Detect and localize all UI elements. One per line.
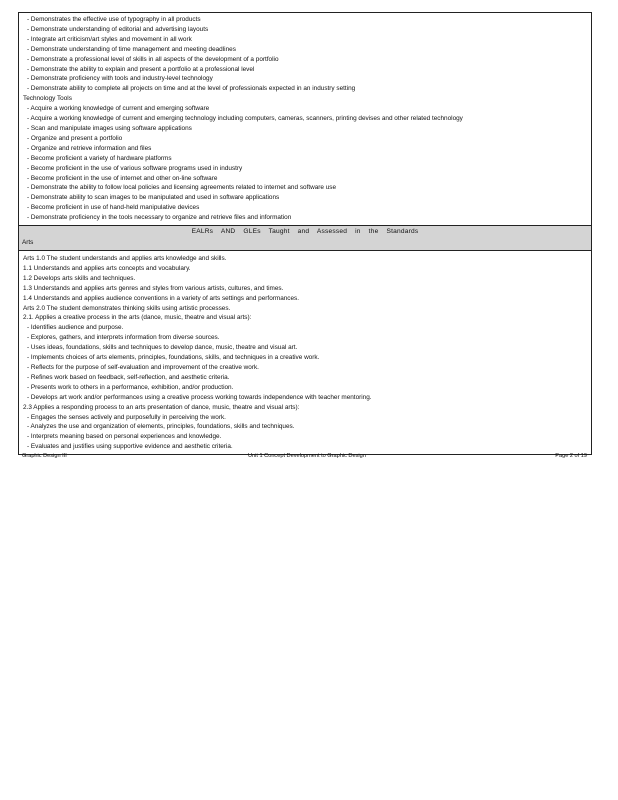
list-item: - Demonstrate ability to complete all projects on time and at the level of professionals expected in an industry setting: [27, 85, 356, 93]
list-item: - Evaluates and justifies using supportive evidence and aesthetic criteria.: [27, 443, 233, 451]
section-header-subtitle: Arts: [22, 239, 34, 247]
section-header-title: EALRs AND GLEs Taught and Assessed in the Standards: [191, 228, 419, 236]
list-item: - Refines work based on feedback, self-reflection, and aesthetic criteria.: [27, 373, 230, 381]
list-heading: 2.3 Applies a responding process to an arts presentation of dance, music, theatre and visual arts):: [23, 403, 300, 411]
list-item: - Reflects for the purpose of self-evaluation and improvement of the creative work.: [27, 364, 259, 371]
page-footer: [22, 453, 587, 463]
footer-page-number: Page 2 of 19: [555, 453, 587, 459]
list-item: - Organize and retrieve information and files: [27, 144, 152, 152]
list-heading: 1.2 Develops arts skills and techniques.: [23, 274, 136, 282]
list-item: - Acquire a working knowledge of current and emerging technology including computers, cameras, scanners, printing devises and other related technology: [27, 115, 463, 123]
list-item: - Demonstrate a professional level of skills in all aspects of the development of a portfolio: [27, 55, 279, 63]
list-item: - Identifies audience and purpose.: [27, 324, 124, 332]
list-item: - Explores, gathers, and interprets information from diverse sources.: [27, 334, 220, 342]
list-item: - Integrate art criticism/art styles and movement in all work: [27, 35, 192, 43]
list-item: - Become proficient in use of hand-held manipulative devices: [27, 204, 200, 212]
list-item: - Demonstrate proficiency with tools and industry-level technology: [27, 75, 213, 83]
list-item: - Scan and manipulate images using software applications: [27, 124, 192, 132]
list-item: - Analyzes the use and organization of elements, principles, foundations, skills and techniques.: [27, 423, 295, 431]
list-heading: 2.1. Applies a creative process in the arts (dance, music, theatre and visual arts):: [23, 314, 252, 322]
list-item: - Engages the senses actively and purposefully in perceiving the work.: [27, 413, 226, 421]
skills-list: [19, 13, 591, 225]
list-item: - Interprets meaning based on personal experiences and knowledge.: [27, 433, 222, 441]
list-item: - Acquire a working knowledge of current and emerging software: [27, 105, 210, 113]
list-item: - Demonstrate understanding of time management and meeting deadlines: [27, 45, 236, 53]
footer-unit: Unit 1 Concept Development to Graphic Design: [248, 453, 366, 459]
list-item: - Become proficient in the use of various software programs used in industry: [27, 164, 243, 172]
list-item: - Demonstrate ability to scan images to be manipulated and used in software applications: [27, 194, 280, 202]
list-item: - Become proficient a variety of hardware platforms: [27, 154, 172, 162]
list-item: - Uses ideas, foundations, skills and techniques to develop dance, music, theatre and visual art.: [27, 344, 298, 352]
list-heading: Technology Tools: [23, 95, 72, 103]
list-item: - Develops art work and/or performances using a creative process working towards independence with teacher mentoring.: [27, 393, 372, 401]
list-heading: Arts 1.0 The student understands and applies arts knowledge and skills.: [23, 255, 227, 263]
list-item: - Implements choices of arts elements, principles, foundations, skills, and techniques in a creative work.: [27, 354, 320, 362]
list-item: - Demonstrate proficiency in the tools necessary to organize and retrieve files and information: [27, 214, 292, 222]
standards-table: [18, 12, 592, 455]
list-item: - Organize and present a portfolio: [27, 134, 123, 142]
list-heading: 1.1 Understands and applies arts concepts and vocabulary.: [23, 264, 191, 272]
footer-course: Graphic Design III: [22, 453, 67, 459]
list-heading: Arts 2.0 The student demonstrates thinking skills using artistic processes.: [23, 304, 231, 312]
list-item: - Presents work to others in a performance, exhibition, and/or production.: [27, 383, 234, 391]
list-item: - Demonstrates the effective use of typography in all products: [27, 16, 201, 23]
list-heading: 1.3 Understands and applies arts genres and styles from various artists, cultures, and times.: [23, 284, 284, 292]
section-header-band: [19, 225, 591, 251]
list-item: - Demonstrate the ability to explain and present a portfolio at a professional level: [27, 65, 255, 73]
list-item: - Become proficient in the use of internet and other on-line software: [27, 174, 218, 182]
list-item: - Demonstrate understanding of editorial and advertising layouts: [27, 25, 209, 33]
list-item: - Demonstrate the ability to follow local policies and licensing agreements related to internet and software use: [27, 184, 337, 192]
list-heading: 1.4 Understands and applies audience conventions in a variety of arts settings and performances.: [23, 294, 300, 302]
arts-standards-list: [19, 251, 591, 454]
